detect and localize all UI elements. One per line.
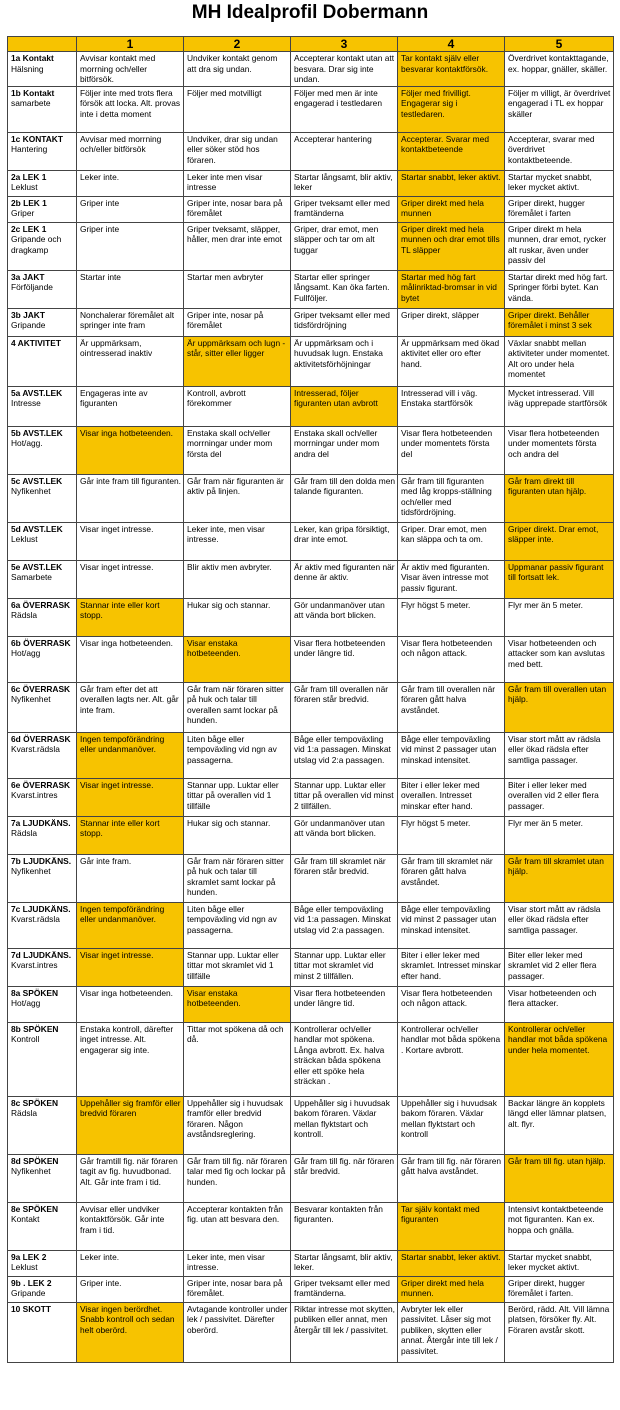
score-cell-3: Startar långsamt, blir aktiv, leker bbox=[291, 170, 398, 196]
score-cell-5: Intensivt kontaktbeteende mot figuranten. Kan ex. hoppa och gnälla. bbox=[505, 1202, 614, 1250]
score-cell-1: Ingen tempoförändring eller undanmanöver. bbox=[77, 732, 184, 778]
score-cell-1: Uppehåller sig framför eller bredvid föraren bbox=[77, 1096, 184, 1154]
category-cell bbox=[8, 948, 77, 986]
score-cell-1: Går fram efter det att overallen lagts ner. Alt. går inte fram. bbox=[77, 682, 184, 732]
score-cell-4: Intresserad vill i väg. Enstaka startförsök bbox=[398, 386, 505, 426]
table-row bbox=[8, 522, 614, 560]
category-code: 7c LJUDKÄNS. bbox=[11, 903, 71, 914]
score-cell-2: Leker inte, men visar intresse. bbox=[184, 1250, 291, 1276]
score-cell-2: Går fram när föraren sitter på huk och talar till skramlet samt lockar på hunden. bbox=[184, 854, 291, 902]
category-sub: Intresse bbox=[11, 398, 41, 408]
category-sub: Nyfikenhet bbox=[11, 694, 51, 704]
category-sub: Rädsla bbox=[11, 1108, 38, 1118]
score-cell-1: Stannar inte eller kort stopp. bbox=[77, 816, 184, 854]
category-sub: Leklust bbox=[11, 534, 38, 544]
table-body bbox=[8, 52, 614, 1363]
category-sub: Hantering bbox=[11, 144, 48, 154]
category-code: 1a Kontakt bbox=[11, 53, 54, 63]
category-cell bbox=[8, 732, 77, 778]
score-cell-4: Accepterar. Svarar med kontaktbeteende bbox=[398, 132, 505, 170]
score-cell-3: Startar eller springer långsamt. Kan öka farten. Fullföljer. bbox=[291, 270, 398, 308]
score-cell-2: Avtagande kontroller under lek / passivitet. Därefter oberörd. bbox=[184, 1302, 291, 1362]
category-sub: Kvarst.rädsla bbox=[11, 914, 60, 924]
score-cell-1: Stannar inte eller kort stopp. bbox=[77, 598, 184, 636]
category-cell bbox=[8, 270, 77, 308]
score-cell-2: Startar men avbryter bbox=[184, 270, 291, 308]
score-cell-5: Backar längre än kopplets längd eller lämnar platsen, alt. flyr. bbox=[505, 1096, 614, 1154]
category-cell bbox=[8, 636, 77, 682]
category-cell bbox=[8, 222, 77, 270]
category-code: 5a AVST.LEK bbox=[11, 387, 63, 398]
score-cell-4: Flyr högst 5 meter. bbox=[398, 598, 505, 636]
category-code: 5d AVST.LEK bbox=[11, 523, 63, 534]
score-cell-1: Går framtill fig. när föraren tagit av fig. huvudbonad. Alt. Går inte fram i tid. bbox=[77, 1154, 184, 1202]
score-cell-4: Kontrollerar och/eller handlar mot båda spökena . Kortare avbrott. bbox=[398, 1022, 505, 1096]
score-cell-3: Är aktiv med figuranten när denne är aktiv. bbox=[291, 560, 398, 598]
category-code: 6b ÖVERRASK bbox=[11, 637, 71, 648]
score-cell-1: Går inte fram till figuranten. bbox=[77, 474, 184, 522]
score-cell-5: Griper direkt. Behåller föremålet i minst 3 sek bbox=[505, 308, 614, 336]
score-cell-5: Visar flera hotbeteenden under momentets första och andra del bbox=[505, 426, 614, 474]
category-sub: Kontroll bbox=[11, 1034, 40, 1044]
table-row bbox=[8, 902, 614, 948]
category-sub: Kvarst.intres bbox=[11, 960, 58, 970]
score-cell-2: Accepterar kontakten från fig. utan att besvara den. bbox=[184, 1202, 291, 1250]
profile-table bbox=[7, 36, 614, 1363]
score-cell-3: Riktar intresse mot skytten, publiken eller annat, men återgår till lek / passivitet. bbox=[291, 1302, 398, 1362]
score-cell-3: Stannar upp. Luktar eller tittar på overallen vid minst 2 tillfällen. bbox=[291, 778, 398, 816]
score-cell-3: Går fram till skramlet när föraren står bredvid. bbox=[291, 854, 398, 902]
score-cell-3: Båge eller tempoväxling vid 1:a passagen. Minskat utslag vid 2:a passagen. bbox=[291, 902, 398, 948]
category-cell bbox=[8, 1022, 77, 1096]
score-cell-2: Griper tveksamt, släpper, håller, men drar inte emot bbox=[184, 222, 291, 270]
header-cell-3: 3 bbox=[291, 37, 398, 52]
score-cell-3: Går fram till fig. när föraren står bredvid. bbox=[291, 1154, 398, 1202]
category-code: 5c AVST.LEK bbox=[11, 475, 63, 486]
table-row bbox=[8, 1022, 614, 1096]
category-cell bbox=[8, 336, 77, 386]
score-cell-2: Liten båge eller tempoväxling vid ngn av passagerna. bbox=[184, 732, 291, 778]
score-cell-1: Enstaka kontroll, därefter inget intresse. Alt. engagerar sig inte. bbox=[77, 1022, 184, 1096]
score-cell-2: Stannar upp. Luktar eller tittar mot skramlet vid 1 tillfälle bbox=[184, 948, 291, 986]
table-row bbox=[8, 222, 614, 270]
score-cell-2: Stannar upp. Luktar eller tittar på overallen vid 1 tillfälle bbox=[184, 778, 291, 816]
score-cell-5: Går fram till skramlet utan hjälp. bbox=[505, 854, 614, 902]
score-cell-5: Startar direkt med hög fart. Springer förbi bytet. Kan vända. bbox=[505, 270, 614, 308]
score-cell-1: Engageras inte av figuranten bbox=[77, 386, 184, 426]
score-cell-4: Tar själv kontakt med figuranten bbox=[398, 1202, 505, 1250]
table-row bbox=[8, 426, 614, 474]
table-row bbox=[8, 854, 614, 902]
category-code: 7a LJUDKÄNS. bbox=[11, 817, 71, 828]
score-cell-4: Startar med hög fart målinriktad-bromsar in vid bytet bbox=[398, 270, 505, 308]
table-row bbox=[8, 948, 614, 986]
score-cell-5: Griper direkt, hugger föremålet i farten bbox=[505, 196, 614, 222]
score-cell-1: Visar inget intresse. bbox=[77, 778, 184, 816]
category-code: 10 SKOTT bbox=[11, 1303, 52, 1314]
score-cell-4: Följer med frivilligt. Engagerar sig i testledaren. bbox=[398, 86, 505, 132]
table-row bbox=[8, 560, 614, 598]
score-cell-4: Biter i eller leker med skramlet. Intresset minskar efter hand. bbox=[398, 948, 505, 986]
score-cell-3: Gör undanmanöver utan att vända bort blicken. bbox=[291, 598, 398, 636]
category-cell bbox=[8, 1276, 77, 1302]
score-cell-3: Är uppmärksam och i huvudsak lugn. Enstaka aktivitetsförhöjningar bbox=[291, 336, 398, 386]
score-cell-2: Undviker, drar sig undan eller söker stöd hos föraren. bbox=[184, 132, 291, 170]
header-cell-4: 4 bbox=[398, 37, 505, 52]
score-cell-4: Går fram till fig. när föraren gått halva avståndet. bbox=[398, 1154, 505, 1202]
score-cell-5: Visar hotbeteenden och attacker som kan avslutas med bett. bbox=[505, 636, 614, 682]
score-cell-1: Avvisar kontakt med morrning och/eller bitförsök. bbox=[77, 52, 184, 87]
score-cell-4: Startar snabbt, leker aktivt. bbox=[398, 1250, 505, 1276]
category-sub: Rädsla bbox=[11, 828, 38, 838]
score-cell-3: Accepterar kontakt utan att besvara. Drar sig inte undan. bbox=[291, 52, 398, 87]
score-cell-1: Startar inte bbox=[77, 270, 184, 308]
table-row bbox=[8, 636, 614, 682]
table-row bbox=[8, 132, 614, 170]
score-cell-3: Startar långsamt, blir aktiv, leker. bbox=[291, 1250, 398, 1276]
table-row bbox=[8, 598, 614, 636]
table-row bbox=[8, 1302, 614, 1362]
table-row bbox=[8, 386, 614, 426]
category-cell bbox=[8, 816, 77, 854]
category-sub: Hälsning bbox=[11, 63, 44, 74]
score-cell-5: Visar stort mått av rädsla eller ökad rädsla efter samtliga passager. bbox=[505, 732, 614, 778]
header-cell-category bbox=[8, 37, 77, 52]
score-cell-1: Visar inga hotbeteenden. bbox=[77, 986, 184, 1022]
category-code: 3b JAKT bbox=[11, 309, 45, 320]
score-cell-5: Griper direkt, hugger föremålet i farten. bbox=[505, 1276, 614, 1302]
table-row bbox=[8, 196, 614, 222]
score-cell-2: Följer med motvilligt bbox=[184, 86, 291, 132]
score-cell-1: Griper inte bbox=[77, 222, 184, 270]
score-cell-4: Visar flera hotbeteenden under momentets första del bbox=[398, 426, 505, 474]
category-cell bbox=[8, 522, 77, 560]
score-cell-4: Visar flera hotbeteenden och någon attack. bbox=[398, 636, 505, 682]
score-cell-2: Går fram när figuranten är aktiv på linjen. bbox=[184, 474, 291, 522]
score-cell-2: Går fram när föraren sitter på huk och talar till overallen samt lockar på hunden. bbox=[184, 682, 291, 732]
score-cell-5: Följer m villigt, är överdrivet engagerad i TL ex hoppar skäller bbox=[505, 86, 614, 132]
page-title: MH Idealprofil Dobermann bbox=[191, 2, 429, 23]
category-cell bbox=[8, 196, 77, 222]
score-cell-5: Startar mycket snabbt, leker mycket aktivt. bbox=[505, 170, 614, 196]
score-cell-4: Tar kontakt själv eller besvarar kontaktförsök. bbox=[398, 52, 505, 87]
table-row bbox=[8, 474, 614, 522]
header-cell-5: 5 bbox=[505, 37, 614, 52]
table-row bbox=[8, 1096, 614, 1154]
category-sub: Gripande bbox=[11, 320, 46, 330]
score-cell-2: Leker inte, men visar intresse. bbox=[184, 522, 291, 560]
category-sub: Nyfikenhet bbox=[11, 486, 51, 496]
score-cell-1: Visar inget intresse. bbox=[77, 948, 184, 986]
category-code: 2b LEK 1 bbox=[11, 197, 47, 208]
score-cell-4: Startar snabbt, leker aktivt. bbox=[398, 170, 505, 196]
category-sub: Kvarst.rädsla bbox=[11, 744, 60, 754]
category-sub: Nyfikenhet bbox=[11, 1166, 51, 1176]
score-cell-3: Enstaka skall och/eller morrningar under mom andra del bbox=[291, 426, 398, 474]
table-row bbox=[8, 170, 614, 196]
score-cell-2: Hukar sig och stannar. bbox=[184, 816, 291, 854]
score-cell-1: Leker inte. bbox=[77, 170, 184, 196]
score-cell-4: Uppehåller sig i huvudsak bakom föraren. Växlar mellan flyktstart och kontroll bbox=[398, 1096, 505, 1154]
category-cell bbox=[8, 170, 77, 196]
score-cell-1: Visar inga hotbeteenden. bbox=[77, 636, 184, 682]
score-cell-4: Går fram till overallen när föraren gått halva avståndet. bbox=[398, 682, 505, 732]
score-cell-3: Uppehåller sig i huvudsak bakom föraren. Växlar mellan flyktstart och kontroll. bbox=[291, 1096, 398, 1154]
score-cell-5: Överdrivet kontakttagande, ex. hoppar, gnäller, skäller. bbox=[505, 52, 614, 87]
header-row bbox=[8, 37, 614, 52]
category-sub: Hot/agg. bbox=[11, 438, 43, 448]
score-cell-2: Går fram till fig. när föraren talar med fig och lockar på hunden. bbox=[184, 1154, 291, 1202]
category-code: 2a LEK 1 bbox=[11, 171, 47, 182]
category-cell bbox=[8, 308, 77, 336]
score-cell-3: Griper, drar emot, men släpper och tar om alt tuggar bbox=[291, 222, 398, 270]
category-code: 8a SPÖKEN bbox=[11, 987, 59, 998]
score-cell-5: Växlar snabbt mellan aktiviteter under momentet. Alt oro under hela momentet bbox=[505, 336, 614, 386]
category-cell bbox=[8, 426, 77, 474]
score-cell-2: Griper inte, nosar på föremålet bbox=[184, 308, 291, 336]
category-code: 8d SPÖKEN bbox=[11, 1155, 59, 1166]
score-cell-5: Accepterar, svarar med överdrivet kontaktbeteende. bbox=[505, 132, 614, 170]
category-cell bbox=[8, 52, 77, 87]
category-cell bbox=[8, 1154, 77, 1202]
score-cell-4: Griper direkt, släpper bbox=[398, 308, 505, 336]
category-cell bbox=[8, 132, 77, 170]
category-sub: Leklust bbox=[11, 182, 38, 192]
score-cell-4: Går fram till skramlet när föraren gått halva avståndet. bbox=[398, 854, 505, 902]
category-cell bbox=[8, 1096, 77, 1154]
category-sub: Griper bbox=[11, 208, 35, 218]
score-cell-3: Griper tveksamt eller med tidsfördröjning bbox=[291, 308, 398, 336]
score-cell-5: Biter eller leker med skramlet vid 2 eller flera passager. bbox=[505, 948, 614, 986]
category-code: 5b AVST.LEK bbox=[11, 427, 63, 438]
score-cell-4: Går fram till figuranten med låg kropps-ställning och/eller med tidsfördröjning. bbox=[398, 474, 505, 522]
score-cell-3: Båge eller tempoväxling vid 1:a passagen. Minskat utslag vid 2:a passagen. bbox=[291, 732, 398, 778]
score-cell-5: Går fram direkt till figuranten utan hjälp. bbox=[505, 474, 614, 522]
score-cell-4: Visar flera hotbeteenden och någon attack. bbox=[398, 986, 505, 1022]
score-cell-1: Griper inte bbox=[77, 196, 184, 222]
table-row bbox=[8, 86, 614, 132]
score-cell-1: Visar ingen berördhet. Snabb kontroll och sedan helt oberörd. bbox=[77, 1302, 184, 1362]
category-cell bbox=[8, 598, 77, 636]
score-cell-2: Enstaka skall och/eller morrningar under mom första del bbox=[184, 426, 291, 474]
score-cell-4: Är aktiv med figuranten. Visar även intresse mot passiv figurant. bbox=[398, 560, 505, 598]
category-code: 8c SPÖKEN bbox=[11, 1097, 59, 1108]
category-cell bbox=[8, 1302, 77, 1362]
score-cell-5: Griper direkt m hela munnen, drar emot, rycker alt ruskar, även under passiv del bbox=[505, 222, 614, 270]
score-cell-1: Nonchalerar föremålet alt springer inte fram bbox=[77, 308, 184, 336]
score-cell-2: Hukar sig och stannar. bbox=[184, 598, 291, 636]
score-cell-5: Startar mycket snabbt, leker mycket aktivt. bbox=[505, 1250, 614, 1276]
category-sub: Hot/agg bbox=[11, 998, 41, 1008]
score-cell-2: Griper inte, nosar bara på föremålet. bbox=[184, 1276, 291, 1302]
score-cell-5: Berörd, rädd. Alt. Vill lämna platsen, försöker fly. Alt. Föraren avstår skott. bbox=[505, 1302, 614, 1362]
category-sub: Leklust bbox=[11, 1262, 38, 1272]
category-sub: Gripande bbox=[11, 1288, 46, 1298]
category-cell bbox=[8, 778, 77, 816]
category-code: 8b SPÖKEN bbox=[11, 1023, 59, 1034]
category-code: 5e AVST.LEK bbox=[11, 561, 63, 572]
score-cell-4: Avbryter lek eller passivitet. Låser sig mot publiken, skytten eller annat. Återgår inte till lek / passivitet. bbox=[398, 1302, 505, 1362]
score-cell-1: Visar inget intresse. bbox=[77, 560, 184, 598]
score-cell-1: Är uppmärksam, ointresserad inaktiv bbox=[77, 336, 184, 386]
score-cell-2: Griper inte, nosar bara på föremålet bbox=[184, 196, 291, 222]
score-cell-1: Ingen tempoförändring eller undanmanöver. bbox=[77, 902, 184, 948]
table-row bbox=[8, 1276, 614, 1302]
table-row bbox=[8, 308, 614, 336]
score-cell-1: Avvisar eller undviker kontaktförsök. Går inte fram i tid. bbox=[77, 1202, 184, 1250]
table-row bbox=[8, 682, 614, 732]
score-cell-5: Flyr mer än 5 meter. bbox=[505, 816, 614, 854]
score-cell-3: Kontrollerar och/eller handlar mot spökena. Långa avbrott. Ex. halva sträckan båda spökena eller ett spöke hela sträckan . bbox=[291, 1022, 398, 1096]
score-cell-5: Visar hotbeteenden och flera attacker. bbox=[505, 986, 614, 1022]
score-cell-4: Griper direkt med hela munnen och drar emot tills TL släpper bbox=[398, 222, 505, 270]
score-cell-2: Visar enstaka hotbeteenden. bbox=[184, 636, 291, 682]
score-cell-1: Visar inga hotbeteenden. bbox=[77, 426, 184, 474]
score-cell-1: Avvisar med morrning och/eller bitförsök bbox=[77, 132, 184, 170]
score-cell-5: Uppmanar passiv figurant till fortsatt lek. bbox=[505, 560, 614, 598]
score-cell-5: Biter i eller leker med overallen vid 2 eller flera passager. bbox=[505, 778, 614, 816]
score-cell-3: Stannar upp. Luktar eller tittar mot skramlet vid minst 2 tillfällen. bbox=[291, 948, 398, 986]
score-cell-3: Accepterar hantering bbox=[291, 132, 398, 170]
category-cell bbox=[8, 902, 77, 948]
score-cell-2: Är uppmärksam och lugn - står, sitter eller ligger bbox=[184, 336, 291, 386]
score-cell-3: Besvarar kontakten från figuranten. bbox=[291, 1202, 398, 1250]
category-sub: samarbete bbox=[11, 98, 51, 108]
table-row bbox=[8, 778, 614, 816]
score-cell-4: Griper direkt med hela munnen bbox=[398, 196, 505, 222]
score-cell-2: Leker inte men visar intresse bbox=[184, 170, 291, 196]
score-cell-3: Visar flera hotbeteenden under längre tid. bbox=[291, 986, 398, 1022]
category-code: 7d LJUDKÄNS. bbox=[11, 949, 72, 960]
score-cell-3: Intresserad, följer figuranten utan avbrott bbox=[291, 386, 398, 426]
score-cell-4: Griper. Drar emot, men kan släppa och ta om. bbox=[398, 522, 505, 560]
category-code: 6e ÖVERRASK bbox=[11, 779, 71, 790]
score-cell-3: Går fram till den dolda men talande figuranten. bbox=[291, 474, 398, 522]
score-cell-4: Flyr högst 5 meter. bbox=[398, 816, 505, 854]
header-cell-1: 1 bbox=[77, 37, 184, 52]
score-cell-1: Visar inget intresse. bbox=[77, 522, 184, 560]
score-cell-1: Griper inte. bbox=[77, 1276, 184, 1302]
category-code: 9b . LEK 2 bbox=[11, 1277, 52, 1288]
table-row bbox=[8, 52, 614, 87]
score-cell-4: Är uppmärksam med ökad aktivitet eller oro efter hand. bbox=[398, 336, 505, 386]
category-sub: Hot/agg bbox=[11, 648, 41, 658]
score-cell-5: Griper direkt. Drar emot, släpper inte. bbox=[505, 522, 614, 560]
table-row bbox=[8, 816, 614, 854]
category-sub: Samarbete bbox=[11, 572, 52, 582]
score-cell-3: Leker, kan gripa försiktigt, drar inte emot. bbox=[291, 522, 398, 560]
category-cell bbox=[8, 86, 77, 132]
score-cell-1: Leker inte. bbox=[77, 1250, 184, 1276]
category-cell bbox=[8, 1250, 77, 1276]
score-cell-4: Biter i eller leker med overallen. Intresset minskar efter hand. bbox=[398, 778, 505, 816]
category-cell bbox=[8, 386, 77, 426]
category-sub: Kontakt bbox=[11, 1214, 40, 1224]
category-code: 9a LEK 2 bbox=[11, 1251, 47, 1262]
category-code: 2c LEK 1 bbox=[11, 223, 47, 234]
score-cell-2: Visar enstaka hotbeteenden. bbox=[184, 986, 291, 1022]
score-cell-2: Blir aktiv men avbryter. bbox=[184, 560, 291, 598]
score-cell-5: Flyr mer än 5 meter. bbox=[505, 598, 614, 636]
table-row bbox=[8, 1154, 614, 1202]
category-code: 6d ÖVERRASK bbox=[11, 733, 71, 744]
score-cell-4: Båge eller tempoväxling vid minst 2 passager utan minskad intensitet. bbox=[398, 902, 505, 948]
score-cell-2: Undviker kontakt genom att dra sig undan. bbox=[184, 52, 291, 87]
table-row bbox=[8, 270, 614, 308]
category-cell bbox=[8, 474, 77, 522]
score-cell-3: Följer med men är inte engagerad i testledaren bbox=[291, 86, 398, 132]
category-sub: Nyfikenhet bbox=[11, 866, 51, 876]
score-cell-2: Kontroll, avbrott förekommer bbox=[184, 386, 291, 426]
category-cell bbox=[8, 854, 77, 902]
score-cell-2: Uppehåller sig i huvudsak framför eller bredvid föraren. Någon avståndsreglering. bbox=[184, 1096, 291, 1154]
header-cell-2: 2 bbox=[184, 37, 291, 52]
table-row bbox=[8, 986, 614, 1022]
category-sub: Rädsla bbox=[11, 610, 38, 620]
category-code: 3a JAKT bbox=[11, 271, 45, 282]
category-code: 1c KONTAKT bbox=[11, 133, 63, 144]
category-code: 7b LJUDKÄNS. bbox=[11, 855, 72, 866]
score-cell-3: Griper tveksamt eller med framtänderna bbox=[291, 196, 398, 222]
score-cell-5: Visar stort mått av rädsla eller ökad rädsla efter samtliga passager. bbox=[505, 902, 614, 948]
category-cell bbox=[8, 682, 77, 732]
table-row bbox=[8, 1202, 614, 1250]
score-cell-5: Går fram till overallen utan hjälp. bbox=[505, 682, 614, 732]
category-code: 6c ÖVERRASK bbox=[11, 683, 71, 694]
score-cell-3: Gör undanmanöver utan att vända bort blicken. bbox=[291, 816, 398, 854]
table-row bbox=[8, 1250, 614, 1276]
score-cell-1: Går inte fram. bbox=[77, 854, 184, 902]
score-cell-4: Båge eller tempoväxling vid minst 2 passager utan minskad intensitet. bbox=[398, 732, 505, 778]
score-cell-3: Går fram till overallen när föraren står bredvid. bbox=[291, 682, 398, 732]
category-sub: Förföljande bbox=[11, 282, 53, 292]
score-cell-1: Följer inte med trots flera försök att locka. Alt. provas inte i detta moment bbox=[77, 86, 184, 132]
category-sub: Gripande och dragkamp bbox=[11, 234, 62, 255]
table-row bbox=[8, 336, 614, 386]
score-cell-5: Mycket intresserad. Vill iväg upprepade startförsök bbox=[505, 386, 614, 426]
category-cell bbox=[8, 560, 77, 598]
score-cell-2: Tittar mot spökena då och då. bbox=[184, 1022, 291, 1096]
category-sub: Kvarst.intres bbox=[11, 790, 58, 800]
score-cell-5: Går fram till fig. utan hjälp. bbox=[505, 1154, 614, 1202]
category-code: 1b Kontakt bbox=[11, 87, 55, 98]
category-code: 8e SPÖKEN bbox=[11, 1203, 59, 1214]
score-cell-2: Liten båge eller tempoväxling vid ngn av passagerna. bbox=[184, 902, 291, 948]
score-cell-3: Visar flera hotbeteenden under längre tid. bbox=[291, 636, 398, 682]
score-cell-4: Griper direkt med hela munnen. bbox=[398, 1276, 505, 1302]
table-row bbox=[8, 732, 614, 778]
category-cell bbox=[8, 1202, 77, 1250]
score-cell-5: Kontrollerar och/eller handlar mot båda spökena under hela momentet. bbox=[505, 1022, 614, 1096]
category-code: 4 AKTIVITET bbox=[11, 337, 61, 348]
score-cell-3: Griper tveksamt eller med framtänderna. bbox=[291, 1276, 398, 1302]
category-cell bbox=[8, 986, 77, 1022]
category-code: 6a ÖVERRASK bbox=[11, 599, 71, 610]
